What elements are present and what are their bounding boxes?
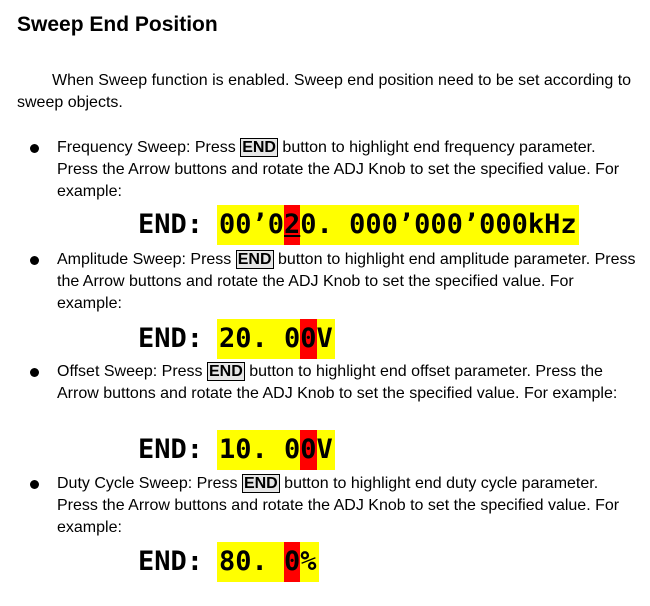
end-label: END: xyxy=(138,209,204,240)
value-display xyxy=(217,542,319,582)
item-lead: Frequency Sweep: Press xyxy=(57,139,241,156)
value-pre: 00’0 xyxy=(219,209,285,240)
value-display xyxy=(217,205,579,245)
value-display xyxy=(217,430,335,470)
end-label: END: xyxy=(138,434,204,465)
page-title: Sweep End Position xyxy=(17,13,218,36)
value-pre: 20. 0 xyxy=(219,323,301,354)
value-post: 0. 000’000’000kHz xyxy=(300,209,577,240)
item-body: button to highlight end duty cycle parameter. Press the Arrow buttons and rotate the ADJ Knob to set the specified value. For example: xyxy=(57,475,620,536)
item-description xyxy=(57,473,639,539)
value-display xyxy=(217,319,335,359)
item-lead: Offset Sweep: Press xyxy=(57,363,207,380)
item-body: button to highlight end offset parameter. Press the Arrow buttons and rotate the ADJ Knob to set the specified value. For example: xyxy=(57,363,618,402)
item-description xyxy=(57,137,639,203)
item-body: button to highlight end amplitude parameter. Press the Arrow buttons and rotate the ADJ Knob to set the specified value. For example: xyxy=(57,251,636,312)
end-key: END xyxy=(209,363,243,380)
value-post: V xyxy=(316,323,333,354)
highlighted-digit: 0 xyxy=(300,319,316,359)
highlighted-digit: 0 xyxy=(300,430,316,470)
highlighted-digit: 0 xyxy=(284,542,300,582)
bullet-icon xyxy=(30,368,39,377)
end-key: END xyxy=(243,475,278,492)
end-label: END: xyxy=(138,546,204,577)
value-post: % xyxy=(300,546,317,577)
end-key: END xyxy=(242,139,276,156)
item-body: button to highlight end frequency parameter. Press the Arrow buttons and rotate the ADJ Knob to set the specified value. For example: xyxy=(57,139,620,200)
item-description xyxy=(57,249,639,315)
item-lead: Amplitude Sweep: Press xyxy=(57,251,236,268)
value-pre: 80. xyxy=(219,546,285,577)
value-pre: 10. 0 xyxy=(219,434,301,465)
item-lead: Duty Cycle Sweep: Press xyxy=(57,475,242,492)
intro-paragraph: When Sweep function is enabled. Sweep end position need to be set according to sweep objects. xyxy=(17,72,632,111)
end-label: END: xyxy=(138,323,204,354)
highlighted-digit: 2 xyxy=(284,205,300,245)
item-description xyxy=(57,361,639,405)
bullet-icon xyxy=(30,480,39,489)
value-post: V xyxy=(316,434,333,465)
bullet-icon xyxy=(30,256,39,265)
end-key: END xyxy=(237,251,272,268)
bullet-icon xyxy=(30,144,39,153)
